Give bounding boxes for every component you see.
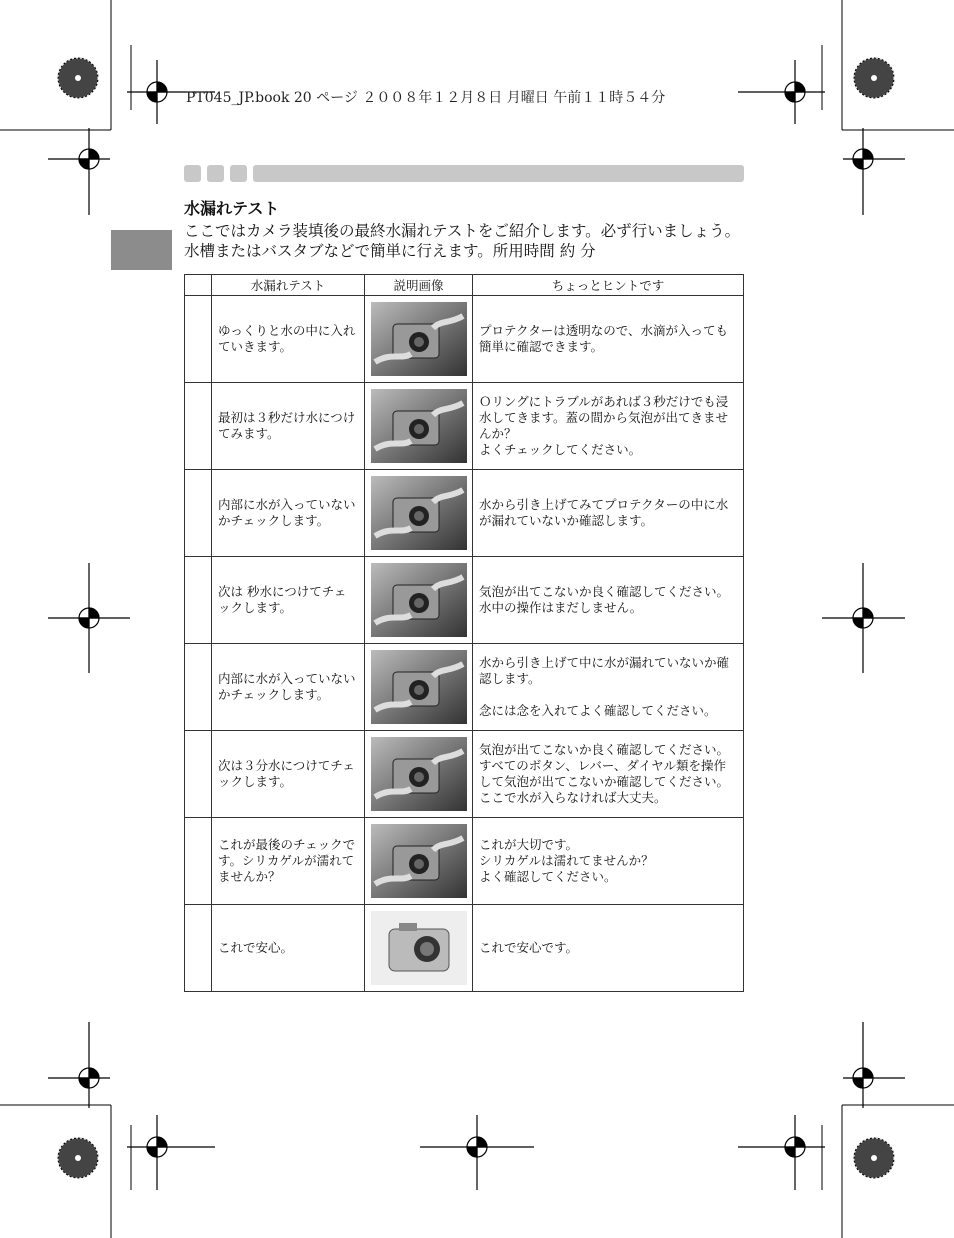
table-row xyxy=(185,296,744,383)
chapter-side-tab xyxy=(111,230,172,270)
section-title: 水漏れテスト xyxy=(184,199,280,218)
row-image-cell xyxy=(365,296,473,383)
row-number-cell xyxy=(185,296,212,383)
header-image: 説明画像 xyxy=(365,275,473,296)
section-intro: ここではカメラ装填後の最終水漏れテストをご紹介します。必ず行いましょう。水槽またはバスタブなどで簡単に行えます。所用時間 約 分 xyxy=(184,222,741,260)
section-band-bar xyxy=(253,165,744,182)
print-header: PT045_JP.book 20 ページ ２００８年１２月８日 月曜日 午前１１時５４分 xyxy=(186,90,666,106)
row-number-cell xyxy=(185,905,212,992)
starburst-mark-icon xyxy=(58,58,98,98)
section-band-square-2 xyxy=(207,165,224,182)
row-hint-cell xyxy=(473,905,744,992)
row-test-cell xyxy=(212,557,365,644)
row-image-cell xyxy=(365,470,473,557)
row-hint-text: 気泡が出てこないか良く確認してください。 すべてのボタン、レバー、ダイヤル類を操作して気泡が出てこないか確認してください。 ここで水が入らなければ大丈夫。 xyxy=(479,742,730,805)
row-image-cell xyxy=(365,383,473,470)
section-band-square-3 xyxy=(230,165,247,182)
row-number-cell xyxy=(185,557,212,644)
row-number-cell xyxy=(185,470,212,557)
row-hint-cell xyxy=(473,731,744,818)
leak-test-table xyxy=(184,274,744,992)
row-hint-cell xyxy=(473,383,744,470)
row-test-text: これで安心。 xyxy=(218,940,294,955)
row-hint-text: プロテクターは透明なので、水滴が入っても簡単に確認できます。 xyxy=(479,323,729,354)
row-image-cell xyxy=(365,731,473,818)
row-test-cell xyxy=(212,905,365,992)
section-band-square-1 xyxy=(184,165,201,182)
header-test: 水漏れテスト xyxy=(212,275,365,296)
camera-hands-photo-icon xyxy=(371,650,467,724)
camera-product-photo-icon xyxy=(371,911,467,985)
row-test-cell xyxy=(212,383,365,470)
table-row xyxy=(185,470,744,557)
row-test-text: 内部に水が入っていないかチェックします。 xyxy=(218,497,356,528)
row-hint-cell xyxy=(473,470,744,557)
row-image-cell xyxy=(365,557,473,644)
row-image-cell xyxy=(365,818,473,905)
table-row xyxy=(185,644,744,731)
camera-hands-photo-icon xyxy=(371,476,467,550)
row-hint-text: これが大切です。 シリカゲルは濡れてませんか？ よく確認してください。 xyxy=(479,837,654,884)
camera-water-photo-icon xyxy=(371,737,467,811)
table-row xyxy=(185,557,744,644)
table-row xyxy=(185,383,744,470)
row-test-text: 最初は３秒だけ水につけてみます。 xyxy=(218,410,356,441)
header-hint: ちょっとヒントです xyxy=(473,275,744,296)
row-hint-text: 水から引き上げて中に水が漏れていないか確認します。 念には念を入れてよく確認してください。 xyxy=(479,655,730,718)
table-header-row xyxy=(185,275,744,296)
header-num xyxy=(185,275,212,296)
row-hint-cell xyxy=(473,296,744,383)
row-hint-text: これで安心です。 xyxy=(479,940,579,955)
row-test-text: ゆっくりと水の中に入れていきます。 xyxy=(218,323,356,354)
row-hint-text: 気泡が出てこないか良く確認してください。 水中の操作はまだしません。 xyxy=(479,584,730,615)
row-hint-cell xyxy=(473,818,744,905)
table-row xyxy=(185,905,744,992)
row-number-cell xyxy=(185,383,212,470)
table-row xyxy=(185,818,744,905)
row-test-cell xyxy=(212,296,365,383)
row-test-cell xyxy=(212,818,365,905)
row-test-text: これが最後のチェックです。シリカゲルが濡れてませんか？ xyxy=(218,837,356,884)
row-test-text: 次は３分水につけてチェックします。 xyxy=(218,758,355,789)
row-test-cell xyxy=(212,731,365,818)
row-number-cell xyxy=(185,818,212,905)
row-test-cell xyxy=(212,470,365,557)
camera-water-photo-icon xyxy=(371,389,467,463)
row-hint-text: Ｏリングにトラブルがあれば３秒だけでも浸水してきます。蓋の間から気泡が出てきませんか？ よくチェックしてください。 xyxy=(479,394,729,457)
row-image-cell xyxy=(365,644,473,731)
camera-hands-photo-icon xyxy=(371,302,467,376)
camera-hands-photo-icon xyxy=(371,824,467,898)
row-test-cell xyxy=(212,644,365,731)
row-test-text: 次は 秒水につけてチェックします。 xyxy=(218,584,347,615)
table-row xyxy=(185,731,744,818)
row-number-cell xyxy=(185,644,212,731)
camera-water-photo-icon xyxy=(371,563,467,637)
row-test-text: 内部に水が入っていないかチェックします。 xyxy=(218,671,356,702)
row-number-cell xyxy=(185,731,212,818)
row-hint-cell xyxy=(473,557,744,644)
row-hint-cell xyxy=(473,644,744,731)
row-hint-text: 水から引き上げてみてプロテクターの中に水が漏れていないか確認します。 xyxy=(479,497,729,528)
row-image-cell xyxy=(365,905,473,992)
